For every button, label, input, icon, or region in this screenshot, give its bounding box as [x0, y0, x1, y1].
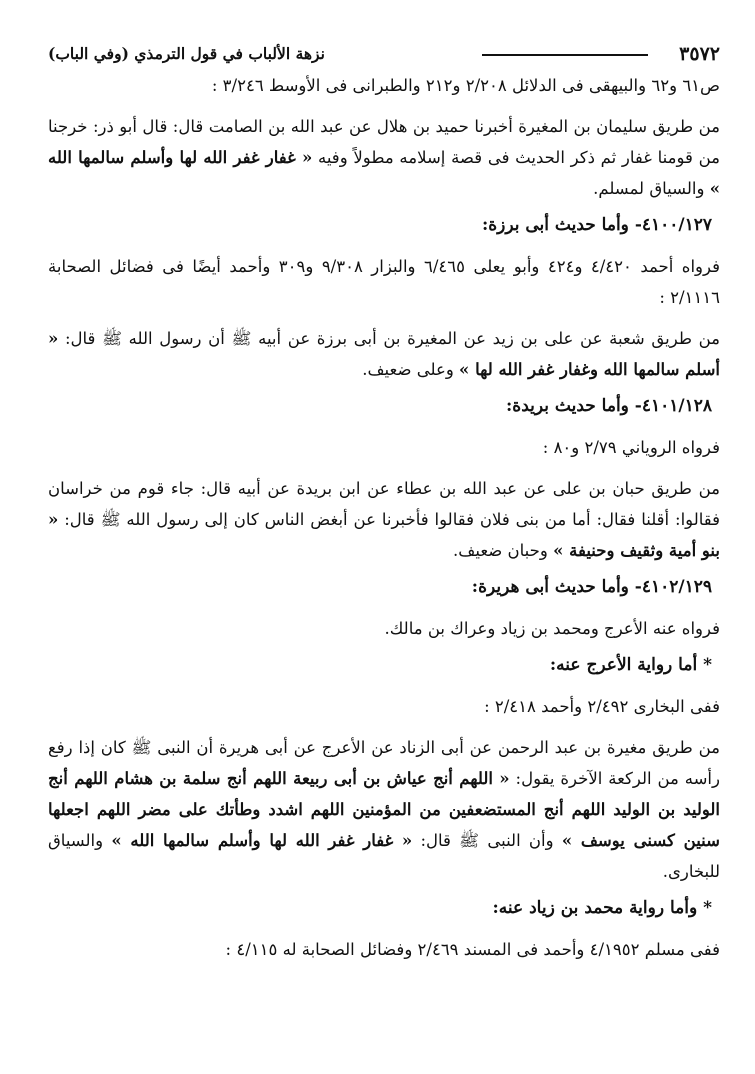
citation-paragraph-araj: ففى البخارى ٢/٤٩٢ وأحمد ٢/٤١٨ :: [484, 697, 720, 716]
hadith-paragraph-burayda: من طريق حبان بن على عن عبد الله بن عطاء عن ابن بريدة عن أبيه قال: جاء قوم من خراسان فقالوا: أقلنا فقال: أما من بنى فلان فقالوا فأخبرنا عن أبغض الناس كان إلى رسول الله ﷺ قال: « بنو أمية وثقيف وحنيفة » وحبان ضعيف.: [48, 479, 720, 560]
hadith-quote: « غفار غفر الله لها وأسلم سالمها الله »: [48, 148, 720, 198]
subheading-araj: * أما رواية الأعرج عنه:: [549, 655, 712, 675]
hadith-paragraph-abu-barza: من طريق شعبة عن على بن زيد عن المغيرة بن أبى برزة عن أبيه ﷺ أن رسول الله ﷺ قال: « أسلم سالمها الله وغفار غفر الله لها » وعلى ضعيف.: [48, 329, 720, 379]
hadith-paragraph-abu-dharr: من طريق سليمان بن المغيرة أخبرنا حميد بن هلال عن عبد الله بن الصامت قال: قال أبو ذر: خرجنا من قومنا غفار ثم ذكر الحديث فى قصة إسلامه مطولاً وفيه « غفار غفر الله لها وأسلم سالمها الله » والسياق لمسلم.: [48, 117, 720, 198]
page-number: ٣٥٧٢: [679, 43, 720, 65]
section-heading-abu-hurayra: ٤١٠٢/١٢٩- وأما حديث أبى هريرة:: [471, 577, 712, 597]
header-rule: [482, 54, 648, 56]
citation-paragraph-abu-barza: فرواه أحمد ٤/٤٢٠ و٤٢٤ وأبو يعلى ٦/٤٦٥ والبزار ٩/٣٠٨ و٣٠٩ وأحمد أيضًا فى فضائل الصحابة ٢/١١١٦ :: [48, 257, 720, 307]
citation-line: ص٦١ و٦٢ والبيهقى فى الدلائل ٢/٢٠٨ و٢١٢ والطبرانى فى الأوسط ٣/٢٤٦ :: [211, 76, 720, 95]
running-title: نزهة الألباب في قول الترمذي (وفي الباب): [48, 44, 325, 63]
page-header: [48, 40, 720, 68]
hadith-quote: « غفار غفر الله لها وأسلم سالمها الله »: [111, 831, 413, 850]
book-page: [48, 40, 720, 1050]
section-heading-abu-barza: ٤١٠٠/١٢٧- وأما حديث أبى برزة:: [481, 215, 712, 235]
narrators-paragraph: فرواه عنه الأعرج ومحمد بن زياد وعراك بن مالك.: [384, 619, 720, 638]
subheading-muhammad-bin-ziyad: * وأما رواية محمد بن زياد عنه:: [492, 898, 712, 918]
citation-paragraph-burayda: فرواه الروياني ٢/٧٩ و٨٠ :: [542, 438, 720, 457]
hadith-quote: « بنو أمية وثقيف وحنيفة »: [48, 510, 720, 560]
citation-paragraph-muhammad-bin-ziyad: ففى مسلم ٤/١٩٥٢ وأحمد فى المسند ٢/٤٦٩ وفضائل الصحابة له ٤/١١٥ :: [225, 940, 720, 959]
hadith-quote: « أسلم سالمها الله وغفار غفر الله لها »: [48, 329, 720, 379]
hadith-paragraph-araj: من طريق مغيرة بن عبد الرحمن عن أبى الزناد عن الأعرج عن أبى هريرة أن النبى ﷺ كان إذا رفع رأسه من الركعة الآخرة يقول: « اللهم أنج عياش بن أبى ربيعة اللهم أنج سلمة بن هشام اللهم أنج الوليد بن الوليد اللهم أنج المستضعفين من المؤمنين اللهم اشدد وطأتك على مضر اللهم اجعلها سنين كسنى يوسف » وأن النبى ﷺ قال: « غفار غفر الله لها وأسلم سالمها الله » والسياق للبخارى.: [48, 738, 720, 881]
section-heading-burayda: ٤١٠١/١٢٨- وأما حديث بريدة:: [506, 396, 712, 416]
hadith-quote: « اللهم أنج عياش بن أبى ربيعة اللهم أنج سلمة بن هشام اللهم أنج الوليد بن الوليد اللهم أنج المستضعفين من المؤمنين اللهم اشدد وطأتك على مضر اللهم اجعلها سنين كسنى يوسف »: [48, 769, 720, 850]
